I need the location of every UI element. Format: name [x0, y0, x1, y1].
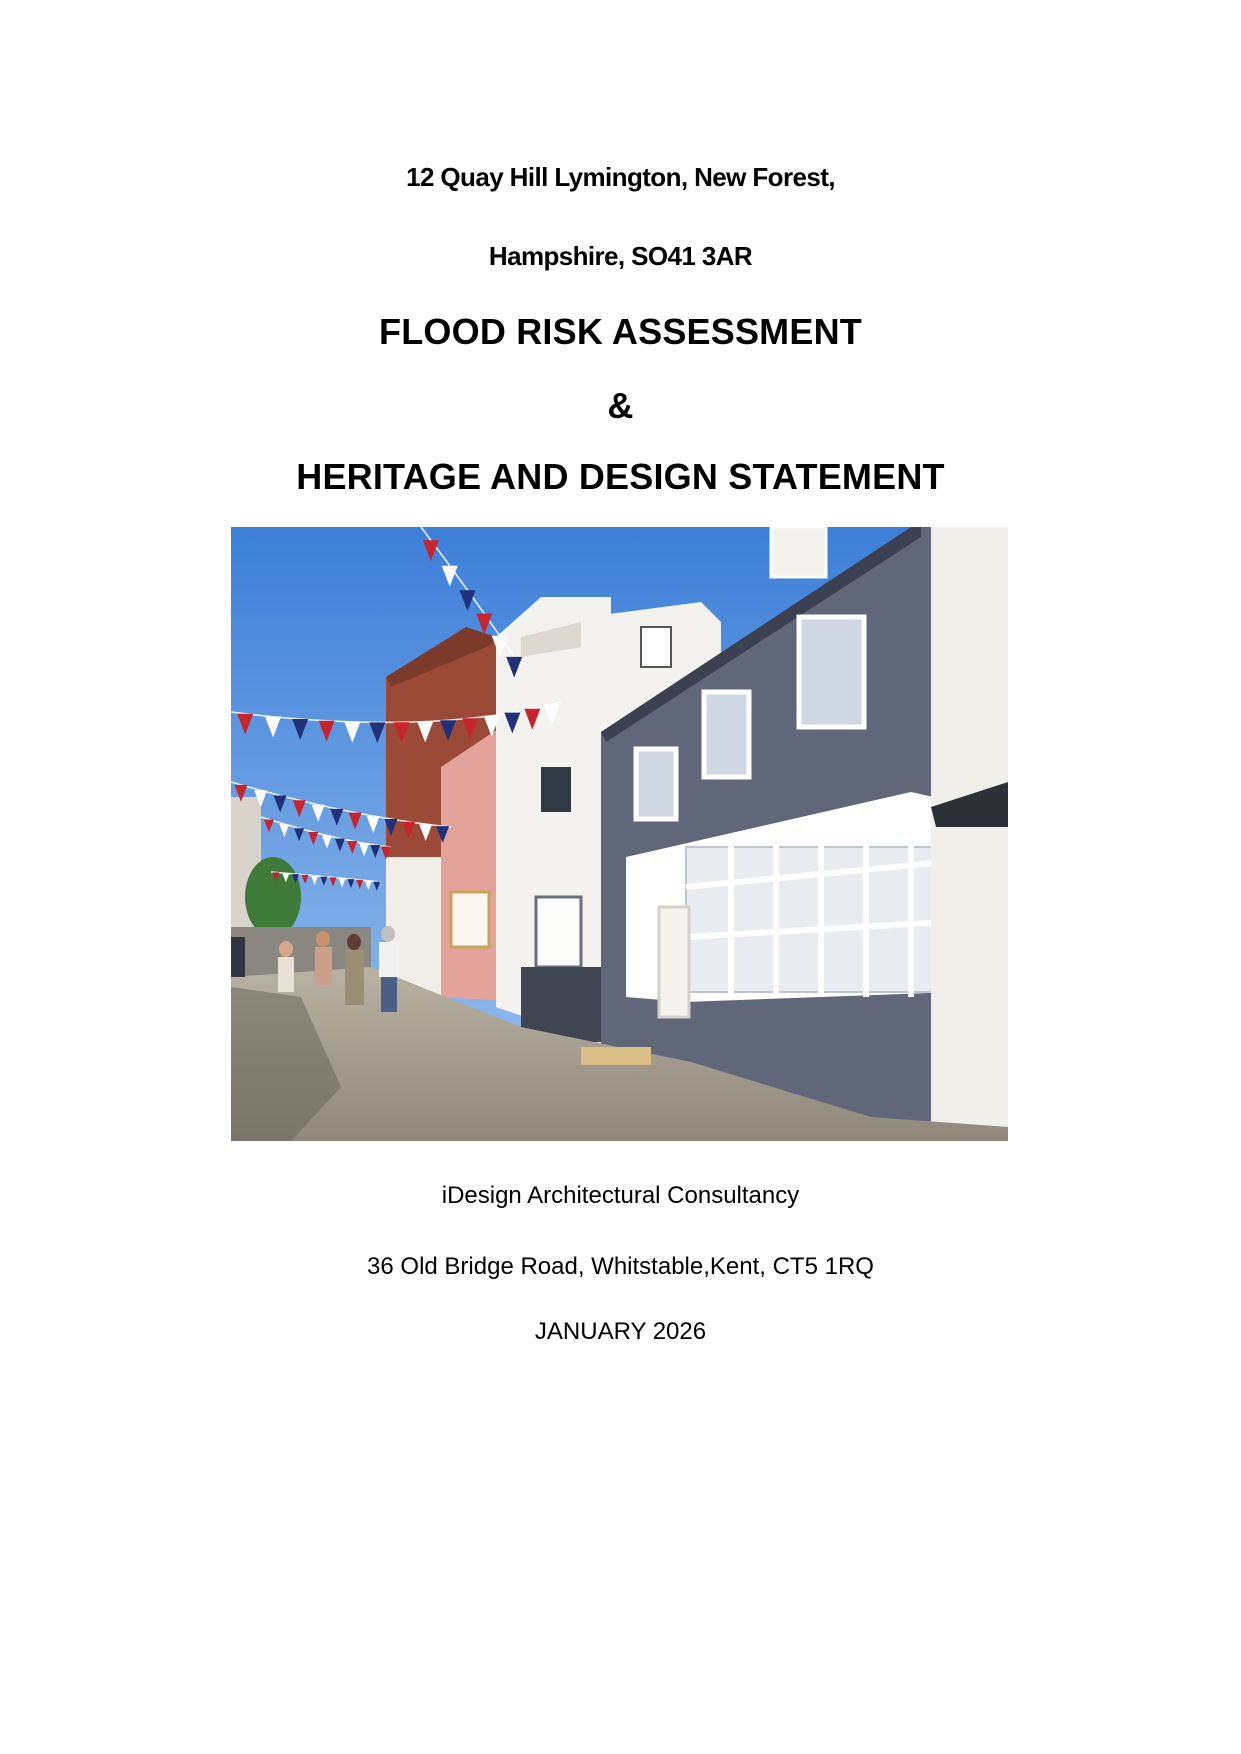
address-line-2: Hampshire, SO41 3AR: [488, 241, 753, 271]
title-ampersand: &: [607, 385, 634, 426]
company-name: iDesign Architectural Consultancy: [441, 1182, 800, 1209]
address-line-1: 12 Quay Hill Lymington, New Forest,: [406, 162, 835, 192]
company-address: 36 Old Bridge Road, Whitstable,Kent, CT5 1RQ: [367, 1253, 874, 1280]
document-date: JANUARY 2026: [534, 1318, 707, 1345]
title-flood-risk: FLOOD RISK ASSESSMENT: [379, 311, 862, 352]
title-heritage: HERITAGE AND DESIGN STATEMENT: [296, 456, 945, 497]
cover-photo: [231, 527, 1008, 1141]
